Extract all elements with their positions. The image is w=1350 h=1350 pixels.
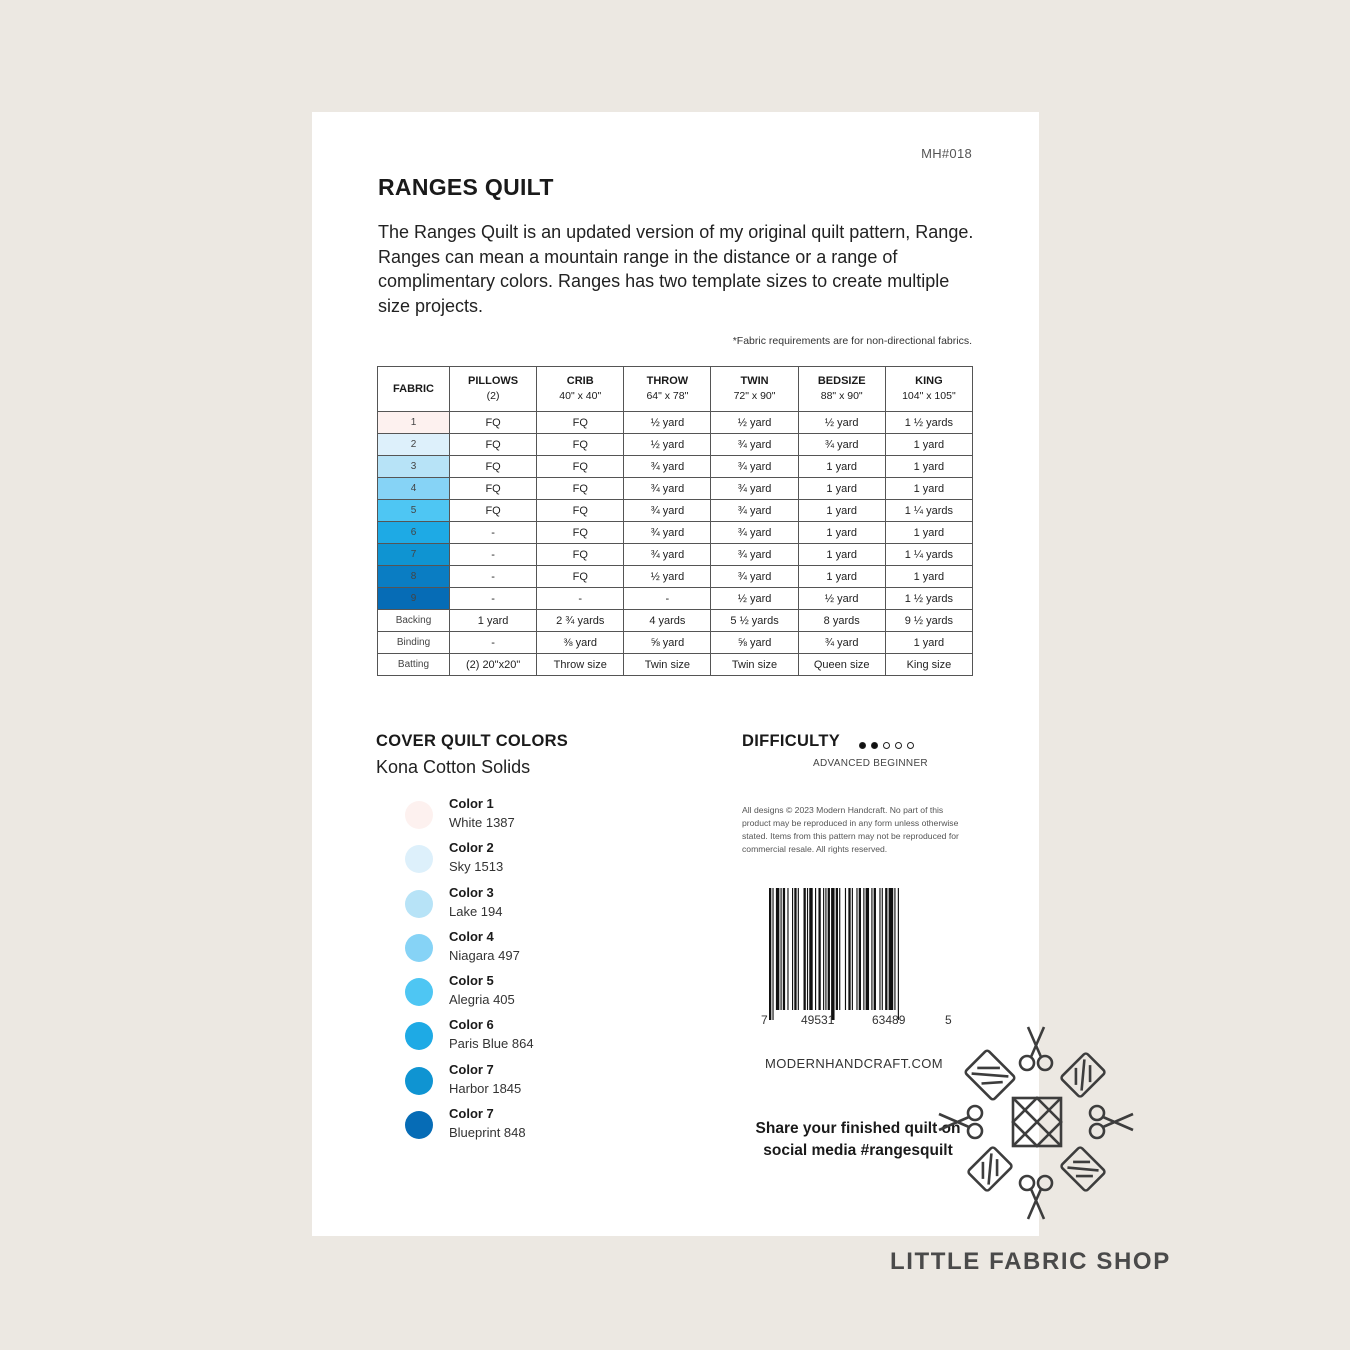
table-row xyxy=(378,544,973,566)
table-cell: Twin size xyxy=(624,654,711,676)
barcode-bar xyxy=(776,888,779,1010)
pattern-code: MH#018 xyxy=(921,146,972,161)
table-cell: FQ xyxy=(537,566,624,588)
table-cell: ¾ yard xyxy=(624,500,711,522)
table-cell: (2) 20"x20" xyxy=(450,654,537,676)
pattern-sheet xyxy=(312,112,1039,1236)
table-cell: 1 yard xyxy=(450,610,537,632)
color-dot-icon xyxy=(405,934,433,962)
column-header xyxy=(378,367,450,412)
table-cell: ¾ yard xyxy=(711,478,798,500)
table-cell: 4 yards xyxy=(624,610,711,632)
color-name: Color 6 xyxy=(449,1017,494,1033)
table-cell: 1 ¼ yards xyxy=(885,544,972,566)
barcode-image xyxy=(767,888,942,1023)
color-dot-icon xyxy=(405,801,433,829)
table-cell: 1 yard xyxy=(885,434,972,456)
cover-colors-title: COVER QUILT COLORS xyxy=(376,732,569,750)
table-row xyxy=(378,522,973,544)
column-header xyxy=(711,367,798,412)
table-row xyxy=(378,412,973,434)
table-cell: ¾ yard xyxy=(711,500,798,522)
fabric-cell: 7 xyxy=(378,544,450,566)
barcode-bar xyxy=(836,888,838,1010)
fabric-cell: Backing xyxy=(378,610,450,632)
barcode-bar xyxy=(845,888,846,1010)
column-header-label: FABRIC xyxy=(393,382,434,395)
cover-colors-subtitle: Kona Cotton Solids xyxy=(376,757,531,777)
barcode-bar xyxy=(792,888,793,1010)
fabric-requirements-table xyxy=(377,366,973,676)
color-dot-icon xyxy=(405,890,433,918)
color-value: Niagara 497 xyxy=(449,947,520,963)
difficulty-dot-filled-icon xyxy=(859,742,866,749)
table-cell: 1 yard xyxy=(798,522,885,544)
barcode-bar xyxy=(866,888,869,1010)
color-dot-icon xyxy=(405,1111,433,1139)
table-row xyxy=(378,456,973,478)
table-cell: FQ xyxy=(450,434,537,456)
table-cell: FQ xyxy=(537,412,624,434)
color-value: Blueprint 848 xyxy=(449,1125,526,1141)
barcode-bar xyxy=(831,888,834,1020)
barcode-bar xyxy=(815,888,816,1010)
barcode-bar xyxy=(879,888,880,1010)
column-header-label: THROW xyxy=(646,375,689,387)
table-cell: - xyxy=(450,566,537,588)
table-cell: ¾ yard xyxy=(798,632,885,654)
table-cell: FQ xyxy=(537,478,624,500)
difficulty-dot-filled-icon xyxy=(871,742,878,749)
fabric-cell: 5 xyxy=(378,500,450,522)
column-header-label: PILLOWS xyxy=(468,375,519,387)
barcode-bar xyxy=(783,888,785,1010)
column-header-size: (2) xyxy=(486,390,500,402)
column-header-label: KING xyxy=(915,375,943,387)
barcode-bar xyxy=(859,888,861,1010)
column-header-size: 72" x 90" xyxy=(733,390,776,402)
barcode-bar xyxy=(804,888,806,1010)
table-cell: - xyxy=(450,544,537,566)
share-line-1: Share your finished quilt on xyxy=(755,1120,961,1137)
table-cell: FQ xyxy=(537,522,624,544)
table-cell: 1 yard xyxy=(885,456,972,478)
color-dot-icon xyxy=(405,845,433,873)
table-cell: Twin size xyxy=(711,654,798,676)
table-cell: - xyxy=(450,522,537,544)
table-cell: ⅝ yard xyxy=(711,632,798,654)
pattern-intro: The Ranges Quilt is an updated version of my original quilt pattern, Range. Ranges can mean a mountain range in the distance or a range of complimentary colors. Ranges has two template sizes to create multiple size projects. xyxy=(378,222,974,316)
barcode-bar xyxy=(882,888,883,1010)
color-value: Sky 1513 xyxy=(449,859,504,875)
barcode-bar xyxy=(825,888,826,1010)
barcode-bar xyxy=(871,888,872,1010)
table-cell: ½ yard xyxy=(624,434,711,456)
fabric-cell: 4 xyxy=(378,478,450,500)
column-header-size: 64" x 78" xyxy=(646,390,689,402)
color-dot-icon xyxy=(405,1067,433,1095)
table-cell: ½ yard xyxy=(624,412,711,434)
table-cell: ¾ yard xyxy=(624,544,711,566)
table-cell: FQ xyxy=(450,412,537,434)
barcode-check-digit: 5 xyxy=(945,1013,952,1027)
table-cell: 1 yard xyxy=(885,632,972,654)
color-name: Color 5 xyxy=(449,973,494,989)
barcode-bar xyxy=(809,888,812,1010)
color-name: Color 3 xyxy=(449,884,494,900)
barcode-bar xyxy=(828,888,830,1010)
table-cell: ¾ yard xyxy=(624,478,711,500)
barcode-bar xyxy=(839,888,840,1010)
table-cell: FQ xyxy=(450,456,537,478)
table-cell: ⅝ yard xyxy=(624,632,711,654)
shop-name: LITTLE FABRIC SHOP xyxy=(890,1248,1171,1275)
table-cell: 1 ½ yards xyxy=(885,412,972,434)
barcode-bar xyxy=(894,888,895,1010)
fabric-cell: 1 xyxy=(378,412,450,434)
table-cell: 1 ½ yards xyxy=(885,588,972,610)
column-header-label: BEDSIZE xyxy=(817,375,866,387)
difficulty-title: DIFFICULTY xyxy=(742,732,841,750)
table-cell: ½ yard xyxy=(798,588,885,610)
table-cell: - xyxy=(537,588,624,610)
color-dot-icon xyxy=(405,1022,433,1050)
difficulty-dot-empty-icon xyxy=(883,742,890,749)
barcode-bar xyxy=(874,888,876,1010)
fabric-cell: 2 xyxy=(378,434,450,456)
table-cell: - xyxy=(450,632,537,654)
table-cell: 1 ¼ yards xyxy=(885,500,972,522)
table-cell: Throw size xyxy=(537,654,624,676)
column-header-label: CRIB xyxy=(566,375,594,387)
difficulty-dot-empty-icon xyxy=(907,742,914,749)
color-name: Color 7 xyxy=(449,1061,494,1077)
shop-logo-icon xyxy=(935,1023,1137,1225)
table-header-row xyxy=(378,367,973,412)
table-row xyxy=(378,566,973,588)
color-name: Color 1 xyxy=(449,796,494,811)
table-cell: FQ xyxy=(537,434,624,456)
table-cell: ¾ yard xyxy=(711,434,798,456)
barcode-bar xyxy=(818,888,820,1010)
barcode-bar xyxy=(898,888,899,1020)
fabric-cell: 3 xyxy=(378,456,450,478)
table-row xyxy=(378,478,973,500)
fabric-cell: Binding xyxy=(378,632,450,654)
fabric-note: *Fabric requirements are for non-directional fabrics. xyxy=(732,335,972,347)
table-cell: ¾ yard xyxy=(711,456,798,478)
share-line-2: social media #rangesquilt xyxy=(763,1142,953,1159)
color-value: White 1387 xyxy=(449,815,515,830)
barcode-group-1: 49531 xyxy=(801,1013,835,1027)
barcode-bar xyxy=(885,888,887,1010)
fabric-cell: 6 xyxy=(378,522,450,544)
table-cell: ½ yard xyxy=(711,412,798,434)
table-cell: ¾ yard xyxy=(624,522,711,544)
table-cell: ¾ yard xyxy=(711,566,798,588)
table-cell: 1 yard xyxy=(798,566,885,588)
table-cell: ¾ yard xyxy=(711,544,798,566)
barcode-lead-digit: 7 xyxy=(761,1013,768,1027)
difficulty-rating xyxy=(859,737,919,755)
barcode-bar xyxy=(769,888,771,1020)
table-cell: ⅜ yard xyxy=(537,632,624,654)
column-header-size: 104" x 105" xyxy=(902,390,956,402)
table-cell: ¾ yard xyxy=(711,522,798,544)
table-row xyxy=(378,588,973,610)
table-cell: FQ xyxy=(537,544,624,566)
table-cell: ½ yard xyxy=(798,412,885,434)
barcode-bar xyxy=(781,888,782,1010)
difficulty-dot-empty-icon xyxy=(895,742,902,749)
table-row xyxy=(378,654,973,676)
table-body xyxy=(378,412,973,676)
table-row xyxy=(378,500,973,522)
barcode-bar xyxy=(856,888,857,1010)
fabric-cell: Batting xyxy=(378,654,450,676)
color-value: Harbor 1845 xyxy=(449,1080,522,1096)
column-header xyxy=(798,367,885,412)
table-row xyxy=(378,610,973,632)
barcode-bar xyxy=(863,888,864,1010)
barcode-bar xyxy=(798,888,799,1010)
table-row xyxy=(378,434,973,456)
table-cell: 1 yard xyxy=(798,456,885,478)
table-cell: ¾ yard xyxy=(798,434,885,456)
table-cell: 1 yard xyxy=(885,566,972,588)
barcode-bar xyxy=(787,888,788,1010)
fabric-cell: 8 xyxy=(378,566,450,588)
barcode-bar xyxy=(852,888,853,1010)
barcode-bar xyxy=(794,888,796,1010)
table-cell: 9 ½ yards xyxy=(885,610,972,632)
table-cell: ¾ yard xyxy=(624,456,711,478)
table-cell: - xyxy=(624,588,711,610)
table-cell: 1 yard xyxy=(798,478,885,500)
barcode-bar xyxy=(807,888,808,1010)
table-cell: 2 ¾ yards xyxy=(537,610,624,632)
color-value: Paris Blue 864 xyxy=(449,1036,534,1052)
column-header xyxy=(885,367,972,412)
difficulty-level: ADVANCED BEGINNER xyxy=(813,758,928,769)
table-cell: 8 yards xyxy=(798,610,885,632)
table-cell: 5 ½ yards xyxy=(711,610,798,632)
barcode-bar xyxy=(889,888,894,1010)
table-cell: FQ xyxy=(450,478,537,500)
color-dot-icon xyxy=(405,978,433,1006)
color-name: Color 4 xyxy=(449,928,494,944)
column-header-size: 40" x 40" xyxy=(559,390,602,402)
table-cell: King size xyxy=(885,654,972,676)
fabric-cell: 9 xyxy=(378,588,450,610)
table-cell: ½ yard xyxy=(711,588,798,610)
column-header xyxy=(624,367,711,412)
table-cell: FQ xyxy=(537,456,624,478)
color-name: Color 7 xyxy=(449,1106,494,1122)
table-row xyxy=(378,632,973,654)
table-cell: FQ xyxy=(450,500,537,522)
table-cell: 1 yard xyxy=(885,522,972,544)
table-cell: Queen size xyxy=(798,654,885,676)
column-header-size: 88" x 90" xyxy=(820,390,863,402)
color-name: Color 2 xyxy=(449,840,494,856)
color-value: Lake 194 xyxy=(449,903,503,919)
table-cell: - xyxy=(450,588,537,610)
website-link[interactable]: MODERNHANDCRAFT.COM xyxy=(765,1056,944,1071)
column-header xyxy=(537,367,624,412)
barcode-group-2: 63489 xyxy=(872,1013,906,1027)
column-header xyxy=(450,367,537,412)
table-cell: FQ xyxy=(537,500,624,522)
table-cell: 1 yard xyxy=(798,544,885,566)
copyright-text: All designs © 2023 Modern Handcraft. No part of this product may be reproduced in any form unless otherwise stated. Items from this pattern may not be reproduced for commercial resale. All rights reserved. xyxy=(742,805,959,854)
pattern-title: RANGES QUILT xyxy=(378,174,554,200)
barcode-bar xyxy=(823,888,824,1010)
table-cell: 1 yard xyxy=(885,478,972,500)
barcode-bar xyxy=(848,888,850,1010)
table-cell: ½ yard xyxy=(624,566,711,588)
column-header-label: TWIN xyxy=(740,375,769,387)
color-value: Alegria 405 xyxy=(449,992,515,1008)
table-cell: 1 yard xyxy=(798,500,885,522)
barcode-bar xyxy=(772,888,773,1020)
